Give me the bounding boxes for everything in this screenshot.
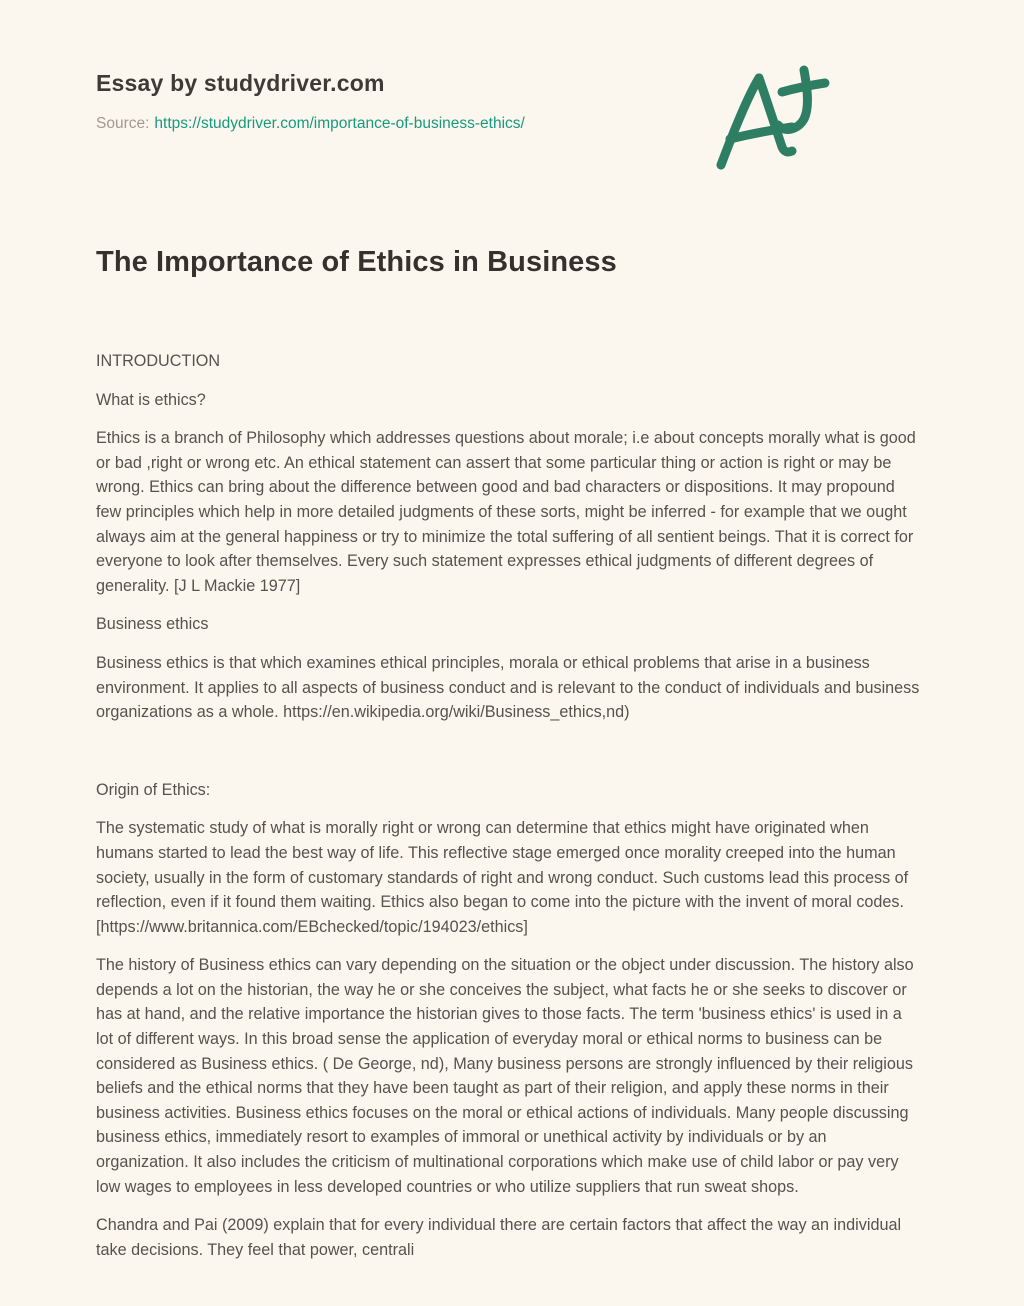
source-url-link[interactable]: https://studydriver.com/importance-of-business-ethics/ [154,115,525,132]
paragraph-history-of-business-ethics: The history of Business ethics can vary depending on the situation or the object under discussion. The history also depends a lot on the historian, the way he or she conceives the subject, what facts he or she seeks to discover or has at hand, and the relative importance the historian gives to those facts. The term 'business ethics' is used in a lot of different ways. In this broad sense the application of everyday moral or ethical norms to business can be considered as Business ethics. ( De George, nd), Many business persons are strongly influenced by their religious beliefs and the ethical norms that they have been taught as part of their religion, and apply these norms in their business activities. Business ethics focuses on the moral or ethical actions of individuals. Many people discussing business ethics, immediately resort to examples of immoral or unethical activity by individuals or by an organization. It also includes the criticism of multinational corporations which make use of child labor or pay very low wages to employees in less developed countries or who utilize suppliers that run sweat shops. [96,956,914,1196]
paragraph-business-ethics-definition: Business ethics is that which examines ethical principles, morala or ethical problems that arise in a business environment. It applies to all aspects of business conduct and is relevant to the conduct of individuals and business organizations as a whole. https://en.wikipedia.org/wiki/Business_ethics,nd) [96,653,920,722]
header-title: Essay by studydriver.com [96,70,385,96]
article-title: The Importance of Ethics in Business [96,246,617,278]
paragraph-origin-of-ethics: The systematic study of what is morally right or wrong can determine that ethics might have originated when humans started to lead the best way of life. This reflective stage emerged once morality creeped into the human society, usually in the form of customary standards of right and wrong conduct. Such customs lead this process of reflection, even if it found them waiting. Ethics also began to come into the picture with the invent of moral codes. [https://www.britannica.com/EBchecked/topic/194023/ethics] [96,819,909,936]
page-header [96,0,920,134]
a-plus-logo-icon [712,62,832,176]
section-heading-introduction: INTRODUCTION [96,352,221,370]
paragraph-ethics-definition: Ethics is a branch of Philosophy which addresses questions about morale; i.e about concepts morally what is good or bad ,right or wrong etc. An ethical statement can assert that some particular thing or action is right or may be wrong. Ethics can bring about the difference between good and bad characters or dispositions. It may propound few principles which help in more detailed judgments of these sorts, might be inferred - for example that we ought always aim at the general happiness or try to minimize the total suffering of all sentient beings. That it is correct for everyone to look after themselves. Every such statement expresses ethical judgments of different degrees of generality. [J L Mackie 1977] [96,429,916,595]
article-body [96,349,920,1262]
section-heading-business-ethics: Business ethics [96,615,209,634]
paragraph-spacer [96,739,920,778]
section-heading-origin-of-ethics: Origin of Ethics: [96,780,211,799]
source-label: Source: [96,115,150,132]
section-heading-what-is-ethics: What is ethics? [96,390,206,409]
paragraph-chandra-and-pai: Chandra and Pai (2009) explain that for every individual there are certain factors that affect the way an individual take decisions. They feel that power, centrali [96,1216,902,1259]
